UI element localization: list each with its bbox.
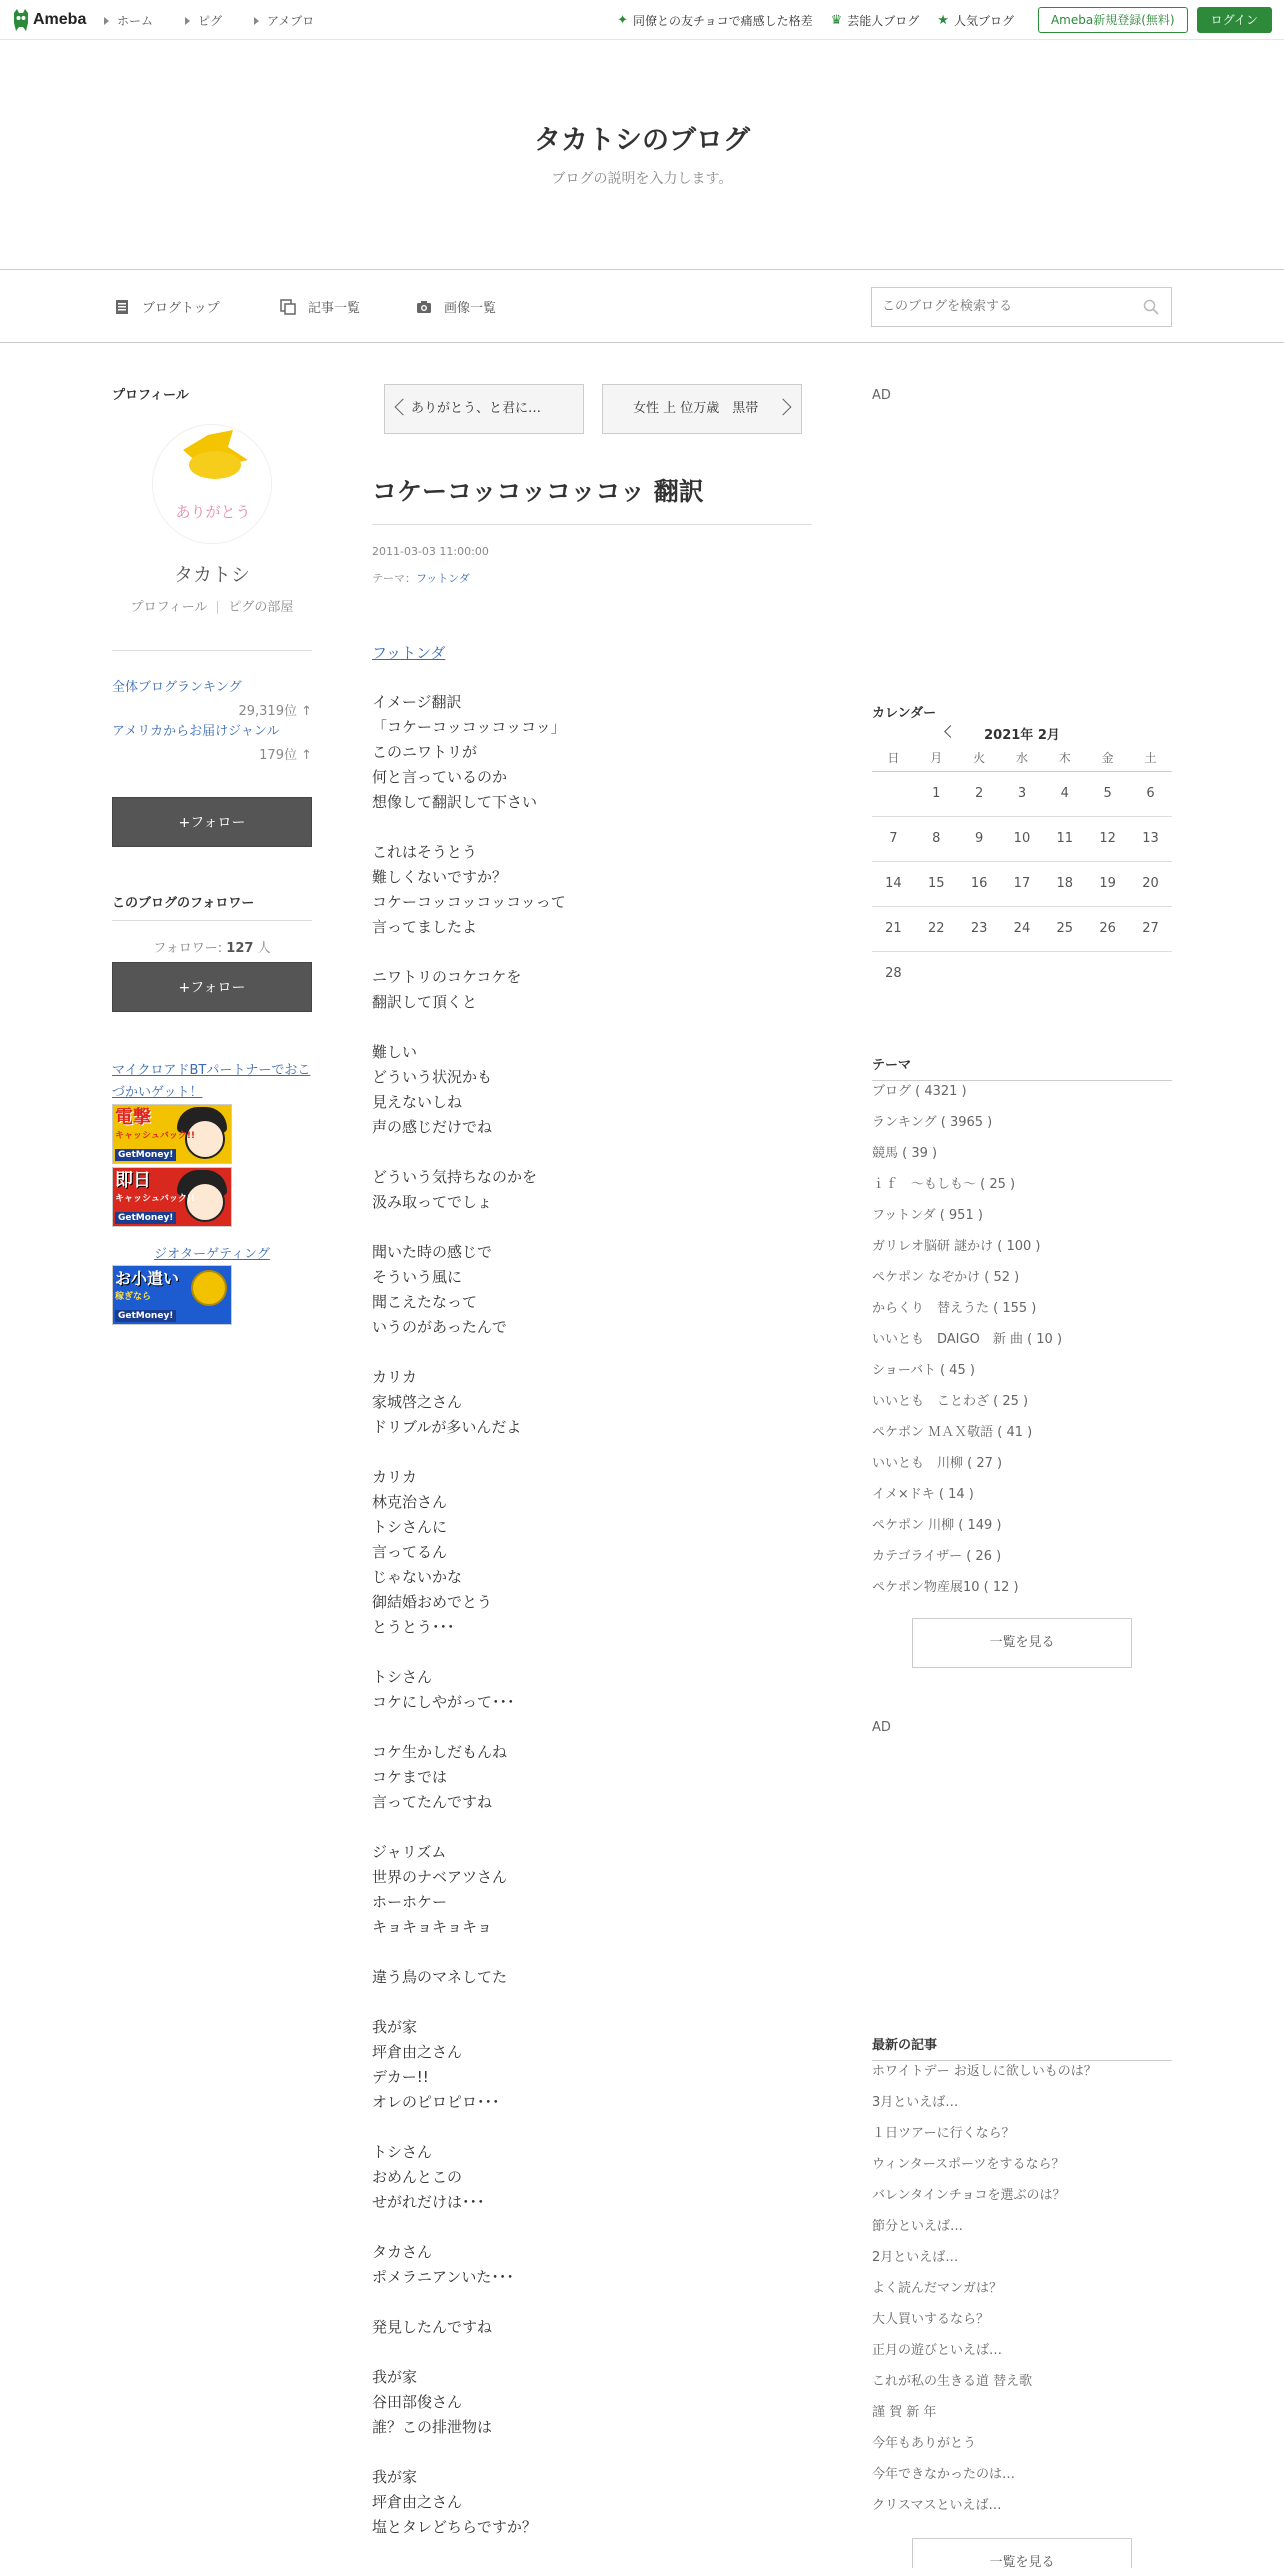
post-line: どういう気持ちなのかを [372,1168,538,1186]
theme-label: テーマ： [372,572,416,585]
theme-item[interactable]: いいとも 川柳 ( 27 ) [872,1456,1003,1471]
post-line [372,940,812,965]
post-line: ニワトリのコケコケを [372,968,522,986]
post-line: カリカ [372,1368,417,1386]
calendar-day: 27 [1142,921,1159,936]
ameba-logo[interactable] [12,8,86,32]
calendar-week-row [872,817,1172,862]
post-line: 言ってるん [372,1543,448,1561]
avatar[interactable] [152,424,272,544]
post-line [372,1215,812,1240]
post-line: タカさん [372,2243,433,2261]
post-line [372,2215,812,2240]
nav-label: 画像一覧 [444,301,497,316]
banner-sub: キャッシュバック!! [115,1131,196,1141]
calendar-day: 5 [1103,786,1112,801]
calendar-day: 14 [885,876,902,891]
banner-brand: GetMoney! [115,1310,176,1322]
calendar-day: 20 [1142,876,1159,891]
latest-list [872,2064,1172,2529]
coin-icon [191,1270,227,1306]
latest-entry-item[interactable]: 大人買いするなら？ [872,2312,990,2327]
post-line: ポメラニアンいた･･･ [372,2268,514,2286]
post-line: じゃないかな [372,1568,463,1586]
chevron-left-icon [395,399,412,416]
post-line: どういう状況かも [372,1068,493,1086]
post-line: 谷田部俊さん [372,2393,463,2411]
blog-header [0,40,1284,270]
topic-label: 同僚との友チョコで痛感した格差 [632,13,813,28]
login-button[interactable]: ログイン [1197,7,1272,33]
latest-heading: 最新の記事 [872,2034,1172,2061]
post-line: そういう風に [372,1268,463,1286]
calendar-day: 11 [1056,831,1074,846]
nav-label: 記事一覧 [308,301,361,316]
sparkle-icon: ✦ [617,12,628,28]
post-line [372,1815,812,1840]
post-line: コケまでは [372,1768,448,1786]
latest-entry-item[interactable]: 3月といえば… [872,2095,959,2110]
calendar-weekday: 水 [1015,751,1028,765]
theme-item[interactable]: 競馬 ( 39 ) [872,1146,938,1161]
theme-item[interactable]: イメ×ドキ ( 14 ) [872,1487,974,1502]
post-line: 我が家 [372,2368,418,2386]
post-line: 坪倉由之さん [372,2043,463,2061]
post-line [372,1440,812,1465]
post-line: コケーコッコッコッコッって [372,893,566,911]
post-line: 我が家 [372,2468,418,2486]
latest-entry-item[interactable]: 今年もありがとう [872,2436,977,2451]
triangle-icon [254,17,259,25]
crown-icon: ♛ [830,12,843,28]
banner-title: 即日 [115,1170,151,1191]
post-line: 我が家 [372,2018,418,2036]
calendar-weekday-row [872,744,1172,772]
latest-entry-item[interactable]: ホワイトデー お返しに欲しいものは？ [872,2064,1097,2079]
post-line: トシさん [372,2143,433,2161]
topic-link[interactable] [617,12,813,29]
calendar-day: 17 [1013,876,1031,891]
calendar-day [1086,952,1129,997]
triangle-icon [185,17,190,25]
theme-item[interactable]: ブログ ( 4321 ) [872,1084,967,1099]
banner-brand: GetMoney! [115,1212,176,1224]
prev-entry-link[interactable] [384,384,584,434]
latest-entry-item[interactable]: バレンタインチョコを選ぶのは？ [872,2188,1066,2203]
divider [217,601,218,614]
topnav-label: アメブロ [267,14,315,28]
post-line: 汲み取ってでしょ [372,1193,493,1211]
post-date: 2011-03-03 11:00:00 [372,545,489,558]
calendar-day [915,952,958,997]
post-line: おめんとこの [372,2168,463,2186]
post-line: 難しくないですか？ [372,868,508,886]
search-icon[interactable] [1143,299,1159,315]
calendar-weekday: 金 [1101,751,1114,765]
ad-partner-link[interactable]: マイクロアドBTパートナーでおこづかいゲット！ [112,1063,311,1100]
follower-prefix: フォロワー: [153,941,227,956]
ad-label: AD [872,388,891,403]
post-line: 坪倉由之さん [372,2493,463,2511]
post-line: コケ生かしだもんね [372,1743,508,1761]
latest-entry-item[interactable]: １日ツアーに行くなら？ [872,2126,1015,2141]
post-line [372,2440,812,2465]
ranking-genre [112,720,312,763]
latest-entry-item[interactable]: 今年できなかったのは… [872,2467,1016,2482]
celebrity-blog-link[interactable] [831,12,920,29]
post-line [372,1990,812,2015]
top-nav [104,12,346,29]
topnav-ameblo[interactable] [254,12,314,29]
theme-item[interactable]: ランキング ( 3965 ) [872,1115,993,1130]
calendar-day: 3 [1017,786,1027,801]
pig-room-link[interactable]: ピグの部屋 [228,600,294,615]
post-line: 林克治さん [372,1493,448,1511]
profile-name: タカトシ [173,564,250,586]
post-line: 想像して翻訳して下さい [372,793,538,811]
post-line: 「コケーコッコッコッコッ」 [372,718,566,736]
ranking-value: 179位 ↑ [259,748,312,763]
calendar-day: 18 [1056,876,1074,891]
calendar-day: 22 [927,921,945,936]
calendar-day: 9 [974,831,984,846]
post-body [372,690,812,2540]
latest-more-button[interactable]: 一覧を見る [912,2538,1132,2568]
top-right-links [617,7,1272,33]
theme-item[interactable]: いいとも ことわざ ( 25 ) [872,1394,1029,1409]
avatar-image [153,425,272,544]
blog-description: ブログの説明を入力します。 [551,171,733,187]
post-line [372,815,812,840]
profile-heading: プロフィール [112,388,189,403]
theme-more-button[interactable]: 一覧を見る [912,1618,1132,1668]
post-line [372,1340,812,1365]
post-line: せがれだけは･･･ [372,2193,485,2211]
post-line [372,1940,812,1965]
blog-search[interactable] [871,287,1172,327]
latest-entry-item[interactable]: クリスマスといえば… [872,2498,1002,2513]
follower-suffix: 人 [253,941,271,956]
theme-item[interactable]: いいとも DAIGO 新 曲 ( 10 ) [872,1332,1063,1347]
post-line: 塩とタレどちらですか？ [372,2518,537,2536]
calendar-day: 19 [1099,876,1116,891]
next-entry-title: 女性 上 位万歳 黒帯 [633,401,759,416]
post-line: 聞いた時の感じで [372,1243,493,1261]
nav-label: ブログトップ [142,301,220,316]
latest-entry-item[interactable]: 謹 賀 新 年 [872,2405,937,2420]
ameba-logo-icon [12,9,30,31]
post-line: 違う鳥のマネしてた [372,1968,508,1986]
post-line: トシさんに [372,1518,448,1536]
follower-count [112,937,312,956]
prev-entry-title: ありがとう、と君に… [411,401,542,416]
calendar-day: 15 [927,876,945,891]
post-line: 言ってましたよ [372,918,478,936]
nav-entry-list[interactable] [280,297,360,316]
top-bar [0,0,1284,40]
divider [112,650,312,651]
profile-link[interactable]: プロフィール [130,600,208,615]
ad-banner-3[interactable] [112,1265,232,1325]
ranking-label[interactable]: 全体ブログランキング [112,680,242,695]
post-line: コケにしやがって･･･ [372,1693,515,1711]
theme-link[interactable]: フットンダ [416,572,470,585]
post-line: 家城啓之さん [372,1393,463,1411]
popular-blog-label: 人気ブログ [953,13,1014,28]
ranking-overall [112,676,312,719]
theme-heading: テーマ [872,1054,1172,1081]
post-line: 御結婚おめでとう [372,1593,493,1611]
post-line: 聞こえたなって [372,1293,478,1311]
post-line [372,1140,812,1165]
calendar-day: 2 [974,786,984,801]
post-line: トシさん [372,1668,433,1686]
post-line: 難しい [372,1043,418,1061]
celebrity-blog-label: 芸能人ブログ [847,13,920,28]
calendar-day: 6 [1146,786,1155,801]
calendar-day [872,772,915,816]
follow-button[interactable]: +フォロー [112,797,312,847]
divider [372,524,812,525]
calendar-day: 12 [1099,831,1116,846]
avatar-text: ありがとう [175,503,251,521]
calendar-day: 8 [932,831,941,846]
document-icon [114,299,130,315]
ad-label: AD [872,1720,891,1735]
calendar-day: 21 [885,921,902,936]
calendar-weekday: 月 [930,751,943,765]
popular-blog-link[interactable] [937,12,1014,29]
blog-title[interactable]: タカトシのブログ [534,125,750,156]
latest-entry-item[interactable]: これが私の生きる道 替え歌 [872,2374,1033,2389]
post-line: ホーホケー [372,1893,448,1911]
ranking-label[interactable]: アメリカからお届けジャンル [112,724,280,739]
camera-icon [416,299,432,315]
calendar-day [1129,952,1172,997]
calendar-day: 7 [889,831,898,846]
banner-sub: 稼ぎなら [115,1292,152,1302]
followers-heading: このブログのフォロワー [112,892,312,921]
calendar-weekday: 日 [887,751,900,765]
post-line: いうのがあったんで [372,1318,507,1336]
latest-entry-item[interactable]: 2月といえば… [872,2250,959,2265]
theme-item[interactable]: ショーバト ( 45 ) [872,1363,975,1378]
ad-banner-1[interactable] [112,1104,232,1164]
topnav-pig[interactable] [185,12,222,29]
calendar-day: 25 [1056,921,1074,936]
post-line: とうとう･･･ [372,1618,455,1636]
calendar-day: 16 [970,876,988,891]
post-line: オレのピロピロ･･･ [372,2093,500,2111]
calendar-day: 13 [1142,831,1159,846]
theme-item[interactable]: フットンダ ( 951 ) [872,1208,983,1223]
post-line: ドリブルが多いんだよ [372,1418,522,1436]
calendar-weekday: 火 [973,751,986,765]
post-line [372,1715,812,1740]
profile-links [112,596,312,615]
theme-item[interactable]: ペケポン 川柳 ( 149 ) [872,1518,1002,1533]
post-line: 声の感じだけでね [372,1118,493,1136]
post-line: 誰？この排泄物は [372,2418,493,2436]
blog-nav [0,271,1284,343]
latest-entry-item[interactable]: ウィンタースポーツをするなら？ [872,2157,1065,2172]
calendar-weekday: 木 [1058,751,1071,765]
theme-item[interactable]: ガリレオ脳研 謎かけ ( 100 ) [872,1239,1041,1254]
post-theme [372,570,470,586]
calendar-day: 24 [1013,921,1031,936]
post-line: キョキョキョキョ [372,1918,493,1936]
follower-number: 127 [226,941,254,956]
calendar-day [1001,952,1044,997]
copy-icon [280,299,296,315]
banner-sub: キャッシュバック!! [115,1194,196,1204]
post-line [372,2340,812,2365]
theme-item[interactable]: ペケポン物産展10 ( 12 ) [872,1580,1019,1595]
nav-blog-top[interactable] [114,297,220,316]
post-line: 何と言っているのか [372,768,508,786]
post-line [372,2115,812,2140]
post-line: 言ってたんですね [372,1793,493,1811]
theme-item[interactable]: カテゴライザー ( 26 ) [872,1549,1002,1564]
geo-targeting-link[interactable]: ジオターゲティング [154,1247,270,1262]
theme-item[interactable]: ｉｆ ～もしも～ ( 25 ) [872,1177,1016,1192]
calendar-day [958,952,1001,997]
ad-banner-2[interactable] [112,1167,232,1227]
calendar-day: 1 [932,786,941,801]
banner-title: 電撃 [115,1107,151,1128]
logo-text: Ameba [33,11,87,28]
latest-entry-item[interactable]: 正月の遊びといえば… [872,2343,1003,2358]
search-input[interactable] [882,299,1122,314]
post-line: 発見したんですね [372,2318,493,2336]
calendar [872,744,1172,997]
post-line: 世界のナベアツさん [372,1868,508,1886]
calendar-day: 28 [885,966,902,981]
topnav-label: ホーム [117,14,154,28]
calendar-day: 4 [1060,786,1069,801]
chevron-right-icon [775,399,792,416]
topnav-home[interactable] [104,12,153,29]
calendar-week-row [872,772,1172,817]
calendar-week-row [872,862,1172,907]
calendar-heading: カレンダー [872,706,937,721]
post-line: これはそうとう [372,843,478,861]
post-line: ジャリズム [372,1843,447,1861]
post-body-link[interactable]: フットンダ [372,644,446,662]
register-button[interactable]: Ameba新規登録(無料) [1038,7,1188,33]
theme-item[interactable]: ペケポン ＭＡＸ敬語 ( 41 ) [872,1425,1033,1440]
post-line [372,2290,812,2315]
calendar-weekday: 土 [1144,751,1157,765]
calendar-day: 23 [970,921,988,936]
banner-title: お小遣い [115,1269,180,1288]
calendar-week-row [872,907,1172,952]
post-line: カリカ [372,1468,417,1486]
post-line: 翻訳して頂くと [372,993,478,1011]
theme-list [872,1084,1172,1611]
triangle-icon [104,17,109,25]
calendar-day: 26 [1099,921,1116,936]
follow-button-2[interactable]: +フォロー [112,962,312,1012]
post-line: 見えないしね [372,1093,463,1111]
post-line: イメージ翻訳 [372,693,462,711]
post-line: デカー!! [372,2068,429,2086]
ranking-value: 29,319位 ↑ [238,704,312,719]
post-line: このニワトリが [372,743,478,761]
calendar-month: 2021年 2月 [984,728,1060,743]
theme-item[interactable]: ペケポン なぞかけ ( 52 ) [872,1270,1020,1285]
latest-entry-item[interactable]: よく読んだマンガは？ [872,2281,1003,2296]
latest-entry-item[interactable]: 節分といえば… [872,2219,964,2234]
calendar-day [1043,952,1086,997]
theme-item[interactable]: からくり 替えうた ( 155 ) [872,1301,1037,1316]
star-icon: ★ [937,12,949,28]
post-line [372,1015,812,1040]
topnav-label: ピグ [198,14,223,28]
next-entry-link[interactable] [602,384,802,434]
banner-brand: GetMoney! [115,1149,176,1161]
nav-image-list[interactable] [416,297,496,316]
calendar-day: 10 [1013,831,1031,846]
calendar-week-row [872,952,1172,997]
post-line [372,1640,812,1665]
post-title[interactable]: コケーコッコッコッコッ 翻訳 [372,477,704,506]
